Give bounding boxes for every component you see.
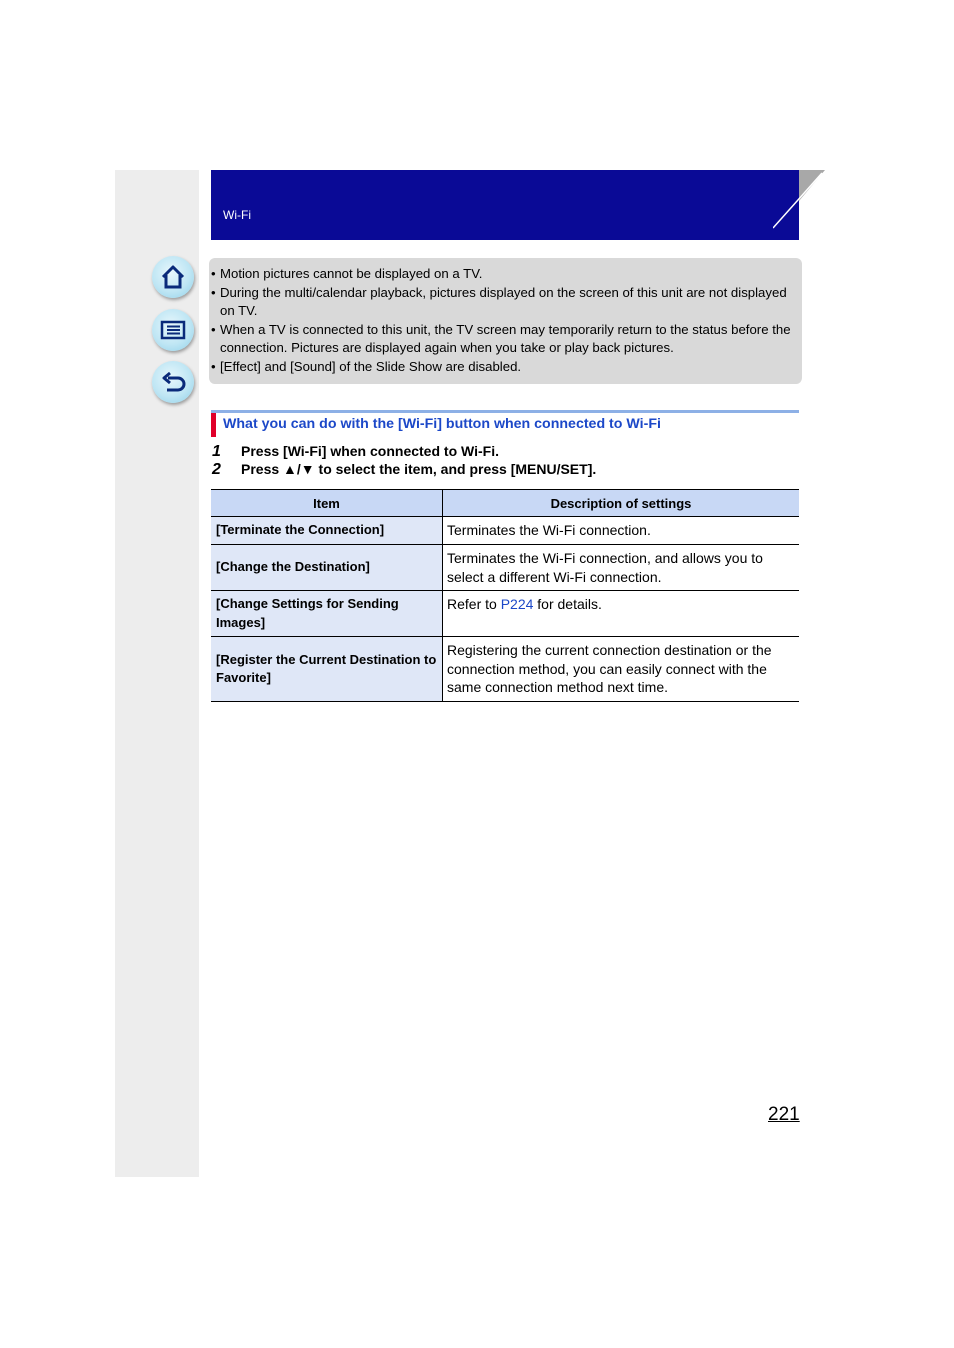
table-row: [211, 637, 799, 702]
description-cell: [443, 591, 800, 637]
section-accent-bar: [211, 413, 216, 437]
step-text: Press ▲/▼ to select the item, and press [MENU/SET].: [241, 461, 597, 477]
section-heading: [211, 410, 799, 437]
note-item: • [Effect] and [Sound] of the Slide Show are disabled.: [211, 358, 801, 377]
item-cell: [Terminate the Connection]: [211, 517, 443, 545]
step-number: 1: [212, 443, 221, 460]
page-number: 221: [768, 1104, 800, 1125]
page-reference-link[interactable]: P224: [500, 596, 534, 612]
table-row: [211, 545, 799, 591]
home-icon: [159, 263, 187, 291]
header-corner-decoration: [773, 170, 825, 230]
description-cell: Terminates the Wi-Fi connection.: [443, 517, 800, 545]
home-button[interactable]: [152, 256, 194, 298]
description-prefix: Refer to: [447, 596, 501, 612]
note-item: • During the multi/calendar playback, pictures displayed on the screen of this unit are not displayed on TV.: [211, 284, 801, 321]
step-number: 2: [212, 461, 221, 478]
table-row: [211, 517, 799, 545]
menu-list-icon: [159, 316, 187, 344]
table-header-row: [211, 490, 799, 517]
step-text: Press [Wi-Fi] when connected to Wi-Fi.: [241, 443, 499, 459]
note-item: • When a TV is connected to this unit, the TV screen may temporarily return to the status before the connection. Pictures are displayed again when you take or play back pictures.: [211, 321, 801, 358]
column-header-description: Description of settings: [443, 490, 800, 517]
notes-list: [211, 265, 801, 376]
menu-list-button[interactable]: [152, 309, 194, 351]
chapter-header-band: [211, 170, 799, 240]
item-cell: [Change the Destination]: [211, 545, 443, 591]
description-cell: Registering the current connection destination or the connection method, you can easily connect with the same connection method next time.: [443, 637, 800, 702]
description-cell: Terminates the Wi-Fi connection, and allows you to select a different Wi-Fi connection.: [443, 545, 800, 591]
item-cell: [Register the Current Destination to Favorite]: [211, 637, 443, 702]
column-header-item: Item: [211, 490, 443, 517]
table-row: [211, 591, 799, 637]
chapter-title: Wi-Fi: [223, 208, 251, 222]
section-title: What you can do with the [Wi-Fi] button when connected to Wi-Fi: [223, 416, 661, 432]
back-arrow-icon: [159, 368, 187, 396]
item-cell: [Change Settings for Sending Images]: [211, 591, 443, 637]
back-button[interactable]: [152, 361, 194, 403]
step-1: [212, 443, 499, 461]
step-2: [212, 461, 596, 479]
note-item: • Motion pictures cannot be displayed on a TV.: [211, 265, 801, 284]
description-suffix: for details.: [533, 596, 602, 612]
settings-table: [211, 489, 799, 702]
